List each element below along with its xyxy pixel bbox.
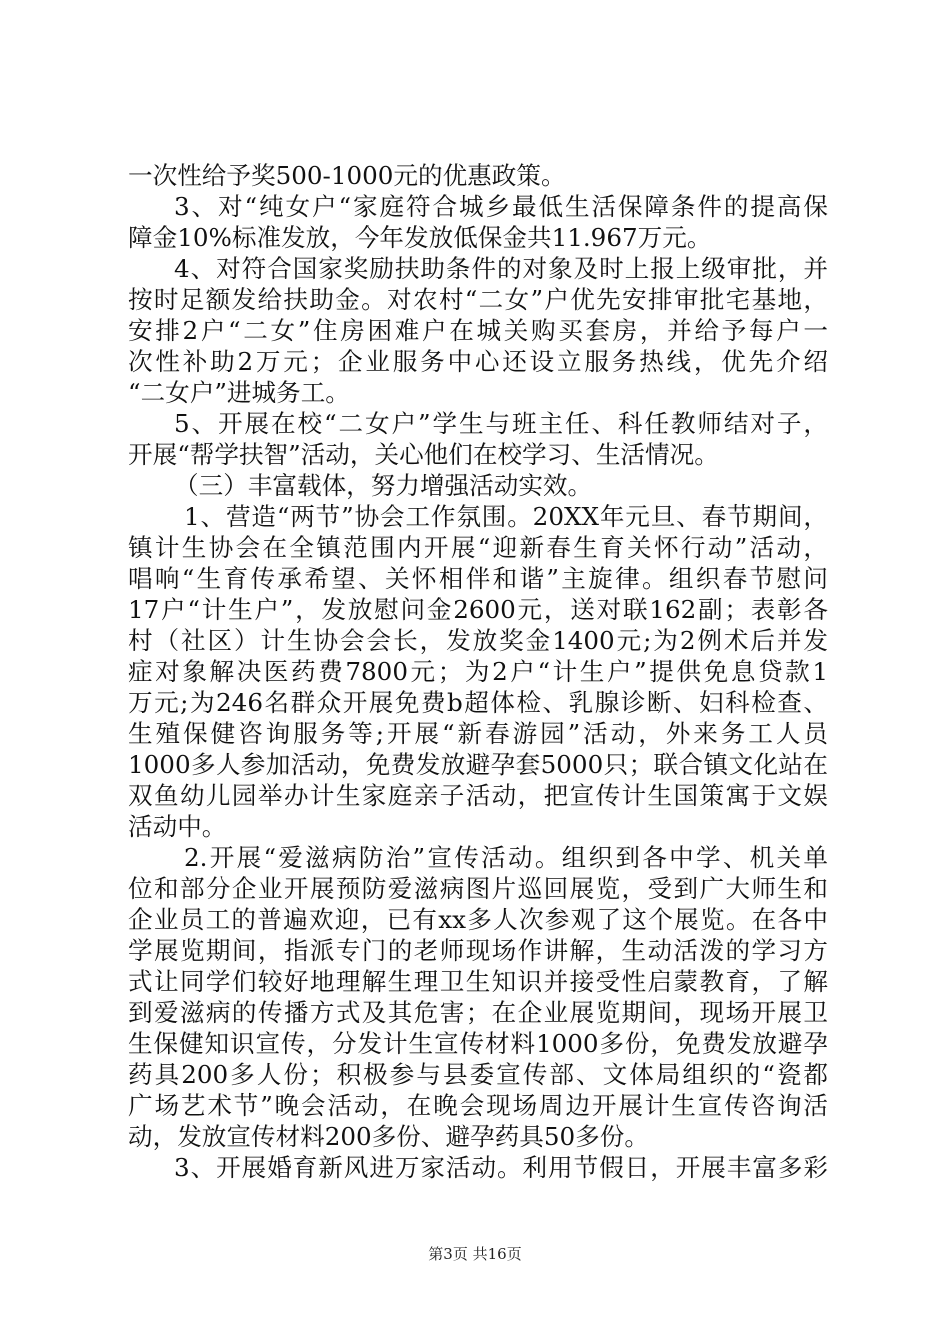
text-line: 位和部分企业开展预防爱滋病图片巡回展览，受到广大师生和 [128,874,828,903]
text-line: 企业员工的普遍欢迎，已有xx多人次参观了这个展览。在各中 [128,905,828,934]
text-line: 1000多人参加活动，免费发放避孕套5000只；联合镇文化站在 [128,750,828,779]
text-line: 开展“帮学扶智”活动，关心他们在校学习、生活情况。 [128,440,719,469]
page-footer: 第3页 共16页 [428,1245,522,1263]
text-line: 按时足额发给扶助金。对农村“二女”户优先安排审批宅基地， [128,285,828,314]
text-line: 17户“计生户”，发放慰问金2600元，送对联162副；表彰各 [128,595,828,624]
text-line: “二女户”进城务工。 [128,378,350,407]
text-line: 动，发放宣传材料200多份、避孕药具50多份。 [128,1122,649,1151]
text-line: 广场艺术节”晚会活动，在晚会现场周边开展计生宣传咨询活 [128,1091,828,1120]
text-line: 唱响“生育传承希望、关怀相伴和谐”主旋律。组织春节慰问 [128,564,828,593]
text-line: 学展览期间，指派专门的老师现场作讲解，生动活泼的学习方 [128,936,828,965]
text-line: 活动中。 [128,812,227,841]
text-line: 万元;为246名群众开展免费b超体检、乳腺诊断、妇科检查、 [128,688,828,717]
text-line: （三）丰富载体，努力增强活动实效。 [174,471,593,500]
text-line: 生保健知识宣传，分发计生宣传材料1000多份，免费发放避孕 [128,1029,828,1058]
text-line: 村（社区）计生协会会长，发放奖金1400元;为2例术后并发 [128,626,828,655]
text-line: 到爱滋病的传播方式及其危害；在企业展览期间，现场开展卫 [128,998,828,1027]
text-line: 药具200多人份；积极参与县委宣传部、文体局组织的“瓷都 [128,1060,828,1089]
text-line: 一次性给予奖500-1000元的优惠政策。 [128,161,566,190]
text-line: 2.开展“爱滋病防治”宣传活动。组织到各中学、机关单 [184,843,828,872]
text-line: 式让同学们较好地理解生理卫生知识并接受性启蒙教育，了解 [128,967,828,996]
text-line: 5、开展在校“二女户”学生与班主任、科任教师结对子， [174,409,828,438]
text-line: 1、营造“两节”协会工作氛围。20XX年元旦、春节期间， [184,502,828,531]
text-line: 次性补助2万元；企业服务中心还设立服务热线，优先介绍 [128,347,828,376]
text-line: 3、开展婚育新风进万家活动。利用节假日，开展丰富多彩 [174,1153,828,1182]
text-line: 4、对符合国家奖励扶助条件的对象及时上报上级审批，并 [174,254,828,283]
text-line: 3、对“纯女户“家庭符合城乡最低生活保障条件的提高保 [174,192,828,221]
text-line: 镇计生协会在全镇范围内开展“迎新春生育关怀行动”活动， [128,533,828,562]
text-line: 安排2户“二女”住房困难户在城关购买套房，并给予每户一 [128,316,828,345]
text-line: 障金10%标准发放，今年发放低保金共11.967万元。 [128,223,712,252]
text-line: 生殖保健咨询服务等;开展“新春游园”活动，外来务工人员 [128,719,828,748]
text-line: 双鱼幼儿园举办计生家庭亲子活动，把宣传计生国策寓于文娱 [128,781,828,810]
document-body [128,160,828,1183]
text-line: 症对象解决医药费7800元；为2户“计生户”提供免息贷款1 [128,657,828,686]
